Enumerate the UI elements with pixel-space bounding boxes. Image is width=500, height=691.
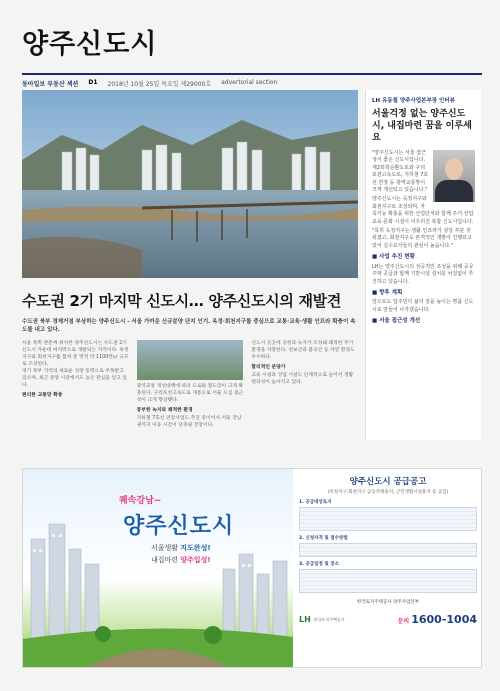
- ad-notice-block-title: 1. 공급대상토지: [299, 500, 332, 505]
- ad-slogan-2: [151, 555, 211, 565]
- lead-photo: [22, 90, 358, 278]
- interview-sidebar: [365, 90, 481, 440]
- article-column: [22, 340, 129, 460]
- masthead: [22, 22, 482, 88]
- article-columns: [22, 340, 358, 460]
- interview-subhead: ■ 서울 접근성 개선: [372, 318, 421, 325]
- article-subhead: 합리적인 분양가: [251, 365, 286, 370]
- ad-visual: [23, 469, 293, 668]
- article-column: [137, 340, 244, 460]
- ad-notice-table: [299, 569, 477, 593]
- ad-notice-table: [299, 507, 477, 531]
- article-headline: 수도권 2기 마지막 신도시… 양주신도시의 재발견: [22, 292, 342, 310]
- article-paragraph: 경기 북부 지역의 새로운 성장 동력으로 주목받고 있으며, 최근 분양 시장에서도 높은 관심을 얻고 있다.: [22, 369, 127, 388]
- section-label: advertorial section: [221, 79, 278, 86]
- lh-logo-mark: LH: [299, 615, 311, 624]
- interview-headline: 서울걱정 없는 양주신도시, 내집마련 꿈을 이루세요: [372, 109, 472, 143]
- masthead-meta: [22, 79, 482, 88]
- interview-paragraph: 앞으로도 입주민의 삶의 질을 높이는 명품 신도시로 만들어 나가겠습니다.: [372, 299, 474, 313]
- article-column: [251, 340, 358, 460]
- city-lake-photo: [22, 90, 358, 278]
- ad-brand: 양주신도시: [123, 514, 235, 539]
- ad-notice-title: 양주신도시 공급공고: [349, 477, 427, 487]
- interviewee-portrait: [433, 150, 475, 202]
- article-subhead: 풍부한 녹지와 쾌적한 환경: [136, 408, 193, 413]
- issue-date: 2018년 10월 25일 목요일 제29000호: [107, 81, 212, 88]
- article-subhead: 편리한 교통망 확충: [22, 393, 63, 398]
- article-paragraph: 교육 시설과 상업 시설도 단계적으로 들어서 생활 편의성이 높아지고 있다.: [251, 373, 354, 385]
- ad-notice-table: [299, 543, 477, 557]
- interview-paragraph: LH는 양주신도시의 성공적인 조성을 위해 공공주택 공급과 함께 기반시설 설치를 차질없이 추진하고 있습니다.: [372, 263, 474, 285]
- ad-notice: [299, 475, 477, 663]
- interview-subhead: ■ 사업 추진 현황: [372, 254, 415, 261]
- page-number: D1: [88, 79, 98, 86]
- interview-paragraph: "양주신도시는 서울 접근성이 좋은 신도시입니다. 제2외곽순환도로와 구리포천고속도로, 지하철 7호선 연장 등 광역교통망이 크게 개선되고 있습니다.": [372, 150, 429, 194]
- masthead-rule: [22, 73, 482, 75]
- page-title: 양주신도시: [22, 29, 158, 60]
- interview-subhead: ■ 향후 계획: [372, 289, 403, 296]
- interview-paragraph: 양주신도시는 옥정지구와 회천지구로 조성되며, 자족기능 확충을 위한 산업단지와 함께 주거·상업·교육·문화 시설이 어우러진 복합 신도시입니다.: [372, 196, 475, 225]
- article-paragraph: 신도시 곳곳에 공원과 녹지가 조성돼 쾌적한 주거 환경을 자랑한다. 천보산과 불곡산 등 자연 환경도 우수하다.: [251, 341, 355, 360]
- ad-notice-block-title: 2. 신청자격 및 접수방법: [299, 536, 348, 541]
- article-paragraph: 광역교통 개선대책에 따라 도로와 철도망이 크게 확충된다. 구리포천고속도로 개통으로 서울 도심 접근성이 크게 향상됐다.: [136, 384, 244, 403]
- ad-notice-subtitle: (옥정지구·회천지구 공동주택용지, 근린생활시설용지 등 공급): [327, 490, 449, 495]
- lh-logo: [299, 615, 345, 624]
- ad-kicker: 퀘속강남~: [119, 496, 162, 506]
- ad-slogan-emphasis: 지도완성!: [180, 544, 211, 552]
- phone-label: 문의: [397, 618, 410, 625]
- portrait-face: [445, 158, 463, 180]
- advertisement: [22, 468, 482, 668]
- ad-slogan-1: [151, 543, 211, 553]
- article-paragraph: 서울 북쪽 관문에 위치한 양주신도시는 수도권 2기 신도시 가운데 마지막으로 개발되는 지역이다. 옥정지구와 회천지구를 합쳐 총 면적 약 1100만㎡ 규모로 조성된다.: [22, 341, 129, 367]
- article-lede: 수도권 북부 경제거점 부상하는 양주신도시 - 서울 가까운 신규분양 단지 인기. 옥정·회천지구를 중심으로 교통·교육·생활 인프라 확충이 속도를 내고 있다.: [22, 319, 356, 333]
- article-paragraph: 지하철 7호선 연장사업도 추진 중이어서 서울 강남권까지 이동 시간이 단축될 전망이다.: [136, 416, 242, 428]
- interview-paragraph: "특히 옥정지구는 생활 인프라가 상당 부분 갖춰졌고, 회천지구도 본격적인 개발이 진행되고 있어 실수요자들의 관심이 높습니다.": [372, 228, 472, 249]
- column-photo: [137, 340, 244, 380]
- ad-notice-footer: 한국토지주택공사 양주사업본부: [356, 600, 420, 605]
- lh-logo-caption: 한국토지주택공사: [313, 616, 345, 622]
- phone-number: 1600-1004: [411, 613, 477, 626]
- ad-slogan-text: 서울생활: [151, 544, 181, 552]
- ad-slogan-text: 내집마련: [151, 556, 181, 564]
- ad-contact: [299, 613, 477, 626]
- section-name: 동아일보 부동산 섹션: [22, 81, 79, 88]
- portrait-suit: [435, 180, 473, 202]
- ad-notice-block-title: 3. 공급일정 및 장소: [299, 562, 339, 567]
- ad-slogan-emphasis: 양주입성!: [180, 556, 211, 564]
- contact-phone: [398, 613, 477, 626]
- interview-tag: LH 유동철 양주사업본부장 인터뷰: [372, 98, 455, 104]
